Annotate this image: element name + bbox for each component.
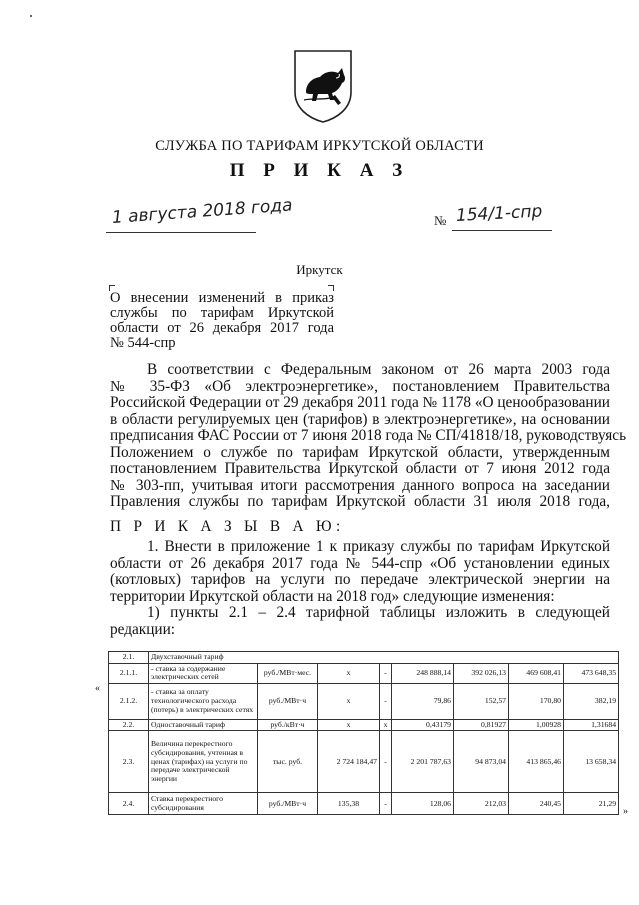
row-unit: руб./кВт·ч: [258, 719, 318, 731]
order-word: П Р И К А З Ы В А Ю:: [110, 518, 345, 535]
cell-value: 469 608,41: [509, 663, 564, 683]
scan-speck: [30, 15, 32, 17]
cell-value: 135,38: [318, 793, 380, 815]
number-underline: [452, 230, 552, 231]
cell-value: 128,06: [392, 793, 454, 815]
text-line: В соответствии с Федеральным законом от 26 марта 2003 года: [147, 361, 610, 378]
cell-value: -: [380, 683, 392, 719]
cell-value: х: [380, 719, 392, 731]
text-line: в области регулируемых цен (тарифов) в электроэнергетике», на основании: [110, 410, 610, 428]
preamble-paragraph: [110, 361, 627, 511]
text-line: территории Иркутской области на 2018 год» следующие изменения:: [110, 587, 555, 605]
text-line: (котловых) тарифов на услуги по передаче электрической энергии на: [110, 571, 610, 588]
cell-value: 21,29: [564, 793, 619, 815]
closing-quote: »: [623, 806, 628, 817]
text-line: 1) пункты 2.1 – 2.4 тарифной таблицы изложить в следующей: [147, 604, 610, 621]
text-line: постановлением Правительства Иркутской области от 7 июня 2012 года: [110, 460, 610, 477]
date-underline: [106, 232, 256, 233]
cell-value: 0,43179: [392, 719, 454, 731]
cell-value: -: [380, 793, 392, 815]
row-number: 2.4.: [109, 793, 149, 815]
text-line: Российской Федерации от 29 декабря 2011 года № 1178 «О ценообразовании: [110, 394, 610, 411]
cell-value: х: [318, 683, 380, 719]
cell-value: 79,86: [392, 683, 454, 719]
cell-value: -: [380, 731, 392, 793]
row-number: 2.1.: [109, 652, 149, 664]
table-row: [109, 652, 619, 664]
cell-value: х: [318, 663, 380, 683]
row-name: Величина перекрестного субсидирования, учтенная в ценах (тарифах) на услуги по передаче электрической энергии: [149, 731, 258, 793]
row-number: 2.1.1.: [109, 663, 149, 683]
row-name: - ставка за оплату технологического расхода (потерь) в электрических сетях: [149, 683, 258, 719]
item-1-paragraph: [110, 539, 610, 605]
text-line: 1. Внести в приложение 1 к приказу службы по тарифам Иркутской: [147, 538, 610, 555]
cell-value: -: [380, 663, 392, 683]
cell-value: х: [318, 719, 380, 731]
cell-value: 13 658,34: [564, 731, 619, 793]
row-unit: руб./МВт·ч: [258, 683, 318, 719]
city-name: Иркутск: [296, 262, 343, 277]
irkutsk-coat-of-arms-icon: [292, 48, 354, 124]
table-row: [109, 731, 619, 793]
text-line: Правления службы по тарифам Иркутской области 31 июля 2018 года,: [110, 493, 610, 510]
table-row: [109, 663, 619, 683]
cell-value: 170,80: [509, 683, 564, 719]
cell-value: 248 888,14: [392, 663, 454, 683]
row-unit: тыс. руб.: [258, 731, 318, 793]
cell-value: 392 026,13: [454, 663, 509, 683]
row-name: Ставка перекрестного субсидирования: [149, 793, 258, 815]
handwritten-order-number: 154/1-спр: [455, 201, 543, 226]
table-row: [109, 683, 619, 719]
cell-value: 94 873,04: [454, 731, 509, 793]
number-label: №: [434, 213, 447, 228]
row-name: Одноставочный тариф: [149, 719, 258, 731]
cell-value: 240,45: [509, 793, 564, 815]
text-line: № 35-ФЗ «Об электроэнергетике», постановлением Правительства: [110, 377, 610, 395]
subject-line: службы по тарифам Иркутской: [110, 305, 334, 321]
row-number: 2.2.: [109, 719, 149, 731]
cell-value: 413 865,46: [509, 731, 564, 793]
text-line: Положением о службе по тарифам Иркутской области, утвержденным: [110, 443, 610, 461]
cell-value: 2 201 787,63: [392, 731, 454, 793]
text-line: № 303-пп, учитывая итоги рассмотрения данного вопроса на заседании: [110, 476, 610, 494]
cell-value: 0,81927: [454, 719, 509, 731]
order-subject: [110, 291, 334, 351]
handwritten-date: 1 августа 2018 года: [111, 195, 294, 228]
subject-line: О внесении изменений в приказ: [110, 290, 334, 306]
subject-line: области от 26 декабря 2017 года: [110, 320, 334, 336]
row-name: - ставка за содержание электрических сетей: [149, 663, 258, 683]
table-row: [109, 719, 619, 731]
tariff-table: [108, 651, 619, 815]
text-line: редакции:: [110, 620, 176, 638]
table-row: [109, 793, 619, 815]
document-type-title: П Р И К А З: [229, 160, 410, 181]
row-unit: руб./МВт·мес.: [258, 663, 318, 683]
cell-value: 152,57: [454, 683, 509, 719]
row-name: Двухставочный тариф: [149, 652, 619, 664]
subitem-1-paragraph: [110, 605, 610, 638]
cell-value: 2 724 184,47: [318, 731, 380, 793]
cell-value: 382,19: [564, 683, 619, 719]
text-line: предписания ФАС России от 7 июня 2018 года № СП/41818/18, руководствуясь: [110, 427, 627, 444]
cell-value: 1,31684: [564, 719, 619, 731]
text-line: области от 26 декабря 2017 года № 544-спр «Об установлении единых: [110, 554, 610, 572]
row-number: 2.1.2.: [109, 683, 149, 719]
row-number: 2.3.: [109, 731, 149, 793]
opening-quote: «: [95, 683, 100, 694]
subject-line: № 544-спр: [110, 335, 176, 351]
cell-value: 473 648,35: [564, 663, 619, 683]
row-unit: руб./МВт·ч: [258, 793, 318, 815]
cell-value: 1,00928: [509, 719, 564, 731]
cell-value: 212,03: [454, 793, 509, 815]
organization-name: СЛУЖБА ПО ТАРИФАМ ИРКУТСКОЙ ОБЛАСТИ: [155, 138, 484, 154]
